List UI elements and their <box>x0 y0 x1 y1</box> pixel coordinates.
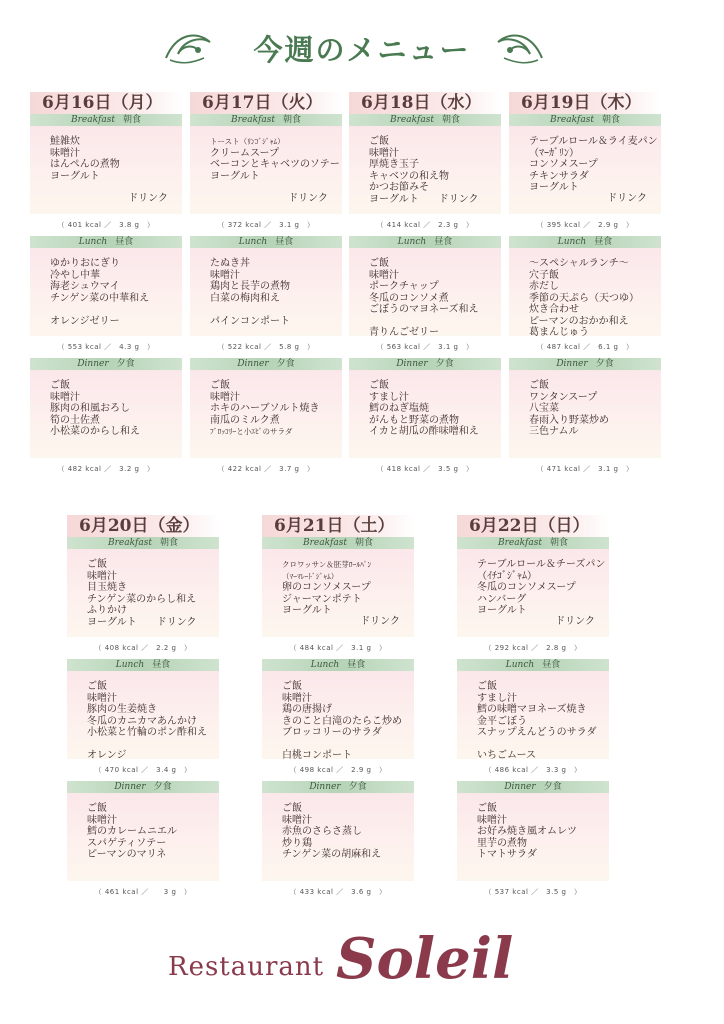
menu-item: 炒り鶏 <box>282 837 312 849</box>
dinner-section <box>509 358 661 480</box>
dinner-label-en: Dinner <box>396 359 428 369</box>
menu-item: テーブルロール＆ライ麦パン <box>529 136 658 147</box>
menu-item: 炊き合わせ <box>529 304 579 315</box>
nutrition-info: （ 395 kcal ／ 2.9 g ） <box>536 221 634 229</box>
breakfast-section <box>190 114 342 236</box>
dinner-menu <box>457 793 609 881</box>
lunch-label-en: Lunch <box>238 237 268 247</box>
menu-item: すまし汁 <box>369 391 409 403</box>
day-date: 6月22日（日） <box>457 515 609 537</box>
menu-item: がんもと野菜の煮物 <box>369 414 459 426</box>
breakfast-section <box>67 537 219 659</box>
menu-item: ベーコンとキャベツのソテー <box>210 159 340 170</box>
menu-item: ブロッコリーのサラダ <box>282 727 382 738</box>
lunch-section <box>457 659 609 781</box>
breakfast-label-en: Breakfast <box>230 115 275 125</box>
day-date: 6月20日（金） <box>67 515 219 537</box>
menu-item <box>282 739 408 751</box>
menu-item: 味噌汁 <box>87 814 117 826</box>
menu-item <box>87 739 213 751</box>
menu-item: 味噌汁 <box>87 570 117 582</box>
breakfast-label <box>457 537 609 549</box>
menu-item: ふりかけ <box>87 605 127 616</box>
dinner-menu <box>349 370 501 458</box>
lunch-label <box>262 659 414 671</box>
menu-item: 味噌汁 <box>50 147 80 159</box>
menu-item: 赤だし <box>529 281 559 292</box>
brand-soleil-logo: Soleil <box>336 926 514 992</box>
menu-item: ご飯 <box>87 803 107 814</box>
breakfast-label <box>67 537 219 549</box>
lunch-label-en: Lunch <box>78 237 108 247</box>
nutrition-info: （ 401 kcal ／ 3.8 g ） <box>57 221 155 229</box>
menu-item: きのこと白滝のたらこ炒め <box>282 715 402 727</box>
nutrition-info: （ 408 kcal ／ 2.2 g ） <box>94 644 192 652</box>
menu-item: 鱈のねぎ塩焼 <box>369 403 429 414</box>
menu-item: ご飯 <box>282 803 302 814</box>
breakfast-label <box>262 537 414 549</box>
nutrition-info: （ 563 kcal ／ 3.1 g ） <box>376 343 474 351</box>
breakfast-menu <box>509 126 661 214</box>
menu-item: 味噌汁 <box>369 147 399 159</box>
menu-item: ヨーグルト ドリンク <box>369 193 479 205</box>
dinner-label <box>262 781 414 793</box>
restaurant-brand <box>0 918 724 1008</box>
nutrition-info: （ 553 kcal ／ 4.3 g ） <box>57 343 155 351</box>
breakfast-menu <box>457 549 609 637</box>
dinner-section <box>457 781 609 903</box>
breakfast-menu <box>262 549 414 637</box>
nutrition-info: （ 522 kcal ／ 5.8 g ） <box>217 343 315 351</box>
menu-item: ヨーグルト <box>477 605 527 616</box>
day-date: 6月16日（月） <box>30 92 182 114</box>
breakfast-menu <box>190 126 342 214</box>
menu-item: （ﾏｰｶﾞﾘﾝ） <box>529 147 579 159</box>
menu-item: ヨーグルト <box>282 605 332 616</box>
menu-item: ご飯 <box>50 380 70 391</box>
menu-item: ポークチャップ <box>369 281 439 292</box>
menu-item: ご飯 <box>529 380 549 391</box>
breakfast-label-jp: 朝食 <box>122 115 141 125</box>
lunch-label <box>509 236 661 248</box>
drink-item: ドリンク <box>360 615 400 627</box>
breakfast-label-jp: 朝食 <box>282 115 301 125</box>
breakfast-label-jp: 朝食 <box>549 538 568 548</box>
dinner-label-en: Dinner <box>114 782 146 792</box>
menu-item: 冬瓜のカニカマあんかけ <box>87 715 197 727</box>
lunch-label-jp: 昼食 <box>115 237 134 247</box>
day-card <box>67 515 219 903</box>
menu-item: すまし汁 <box>477 692 517 704</box>
menu-item: ホキのハーブソルト焼き <box>210 403 320 414</box>
nutrition-info: （ 372 kcal ／ 3.1 g ） <box>217 221 315 229</box>
menu-item: ゆかりおにぎり <box>50 258 120 269</box>
breakfast-menu <box>67 549 219 637</box>
menu-item: ～スペシャルランチ～ <box>529 258 629 269</box>
lunch-label-en: Lunch <box>557 237 587 247</box>
menu-item: テーブルロール＆チーズパン <box>477 559 606 570</box>
lunch-label-jp: 昼食 <box>542 660 561 670</box>
lunch-label-en: Lunch <box>505 660 535 670</box>
menu-item: オレンジゼリー <box>50 315 120 327</box>
menu-item: ヨーグルト <box>50 170 100 182</box>
lunch-label-en: Lunch <box>115 660 145 670</box>
menu-item: 青りんごゼリー <box>369 327 439 338</box>
menu-item: トマトサラダ <box>477 849 537 860</box>
dinner-section <box>190 358 342 480</box>
menu-item: トースト（ﾘﾝｺﾞｼﾞｬﾑ） <box>210 137 285 146</box>
menu-item: ジャーマンポテト <box>282 593 362 605</box>
lunch-section <box>349 236 501 358</box>
breakfast-section <box>262 537 414 659</box>
menu-item: ヨーグルト <box>529 182 579 193</box>
lunch-label-jp: 昼食 <box>152 660 171 670</box>
dinner-label-jp: 夕食 <box>435 359 454 369</box>
menu-item: 季節の天ぷら（天つゆ） <box>529 292 639 304</box>
nutrition-info: （ 486 kcal ／ 3.3 g ） <box>484 766 582 774</box>
menu-item: 冷やし中華 <box>50 269 100 281</box>
menu-item <box>50 304 176 316</box>
nutrition-info: （ 487 kcal ／ 6.1 g ） <box>536 343 634 351</box>
lunch-label-en: Lunch <box>310 660 340 670</box>
menu-item: ご飯 <box>210 380 230 391</box>
breakfast-section <box>349 114 501 236</box>
menu-item: チキンサラダ <box>529 170 589 182</box>
day-card <box>349 92 501 480</box>
menu-item: 三色ナムル <box>529 426 579 437</box>
lunch-label-jp: 昼食 <box>434 237 453 247</box>
day-card <box>509 92 661 480</box>
breakfast-label <box>30 114 182 126</box>
menu-item: 筍の土佐煮 <box>50 414 100 426</box>
menu-item: 味噌汁 <box>282 814 312 826</box>
title-area <box>0 22 724 72</box>
dinner-label <box>30 358 182 370</box>
menu-item: 金平ごぼう <box>477 715 527 727</box>
menu-item: 冬瓜のコンソメスープ <box>477 582 576 593</box>
nutrition-info: （ 470 kcal ／ 3.4 g ） <box>94 766 192 774</box>
menu-item: 葛まんじゅう <box>529 327 589 338</box>
dinner-label <box>349 358 501 370</box>
menu-item: ハンバーグ <box>477 593 527 605</box>
menu-item: 春雨入り野菜炒め <box>529 414 609 426</box>
lunch-section <box>190 236 342 358</box>
menu-item: 目玉焼き <box>87 582 127 593</box>
breakfast-label <box>190 114 342 126</box>
day-card <box>457 515 609 903</box>
breakfast-label-en: Breakfast <box>302 538 347 548</box>
drink-item: ドリンク <box>555 615 595 627</box>
dinner-menu <box>509 370 661 458</box>
dinner-menu <box>30 370 182 458</box>
lunch-menu <box>349 248 501 336</box>
menu-item: （ﾏｰﾏﾚｰﾄﾞｼﾞｬﾑ） <box>282 571 339 581</box>
menu-item: ワンタンスープ <box>529 391 598 403</box>
menu-item: スナップえんどうのサラダ <box>477 727 597 738</box>
lunch-section <box>67 659 219 781</box>
dinner-label-jp: 夕食 <box>276 359 295 369</box>
menu-item: 鶏の唐揚げ <box>282 704 332 715</box>
lunch-label-en: Lunch <box>397 237 427 247</box>
day-date: 6月21日（土） <box>262 515 414 537</box>
dinner-label-jp: 夕食 <box>153 782 172 792</box>
menu-item: 豚肉の生姜焼き <box>87 704 157 715</box>
menu-item: クロワッサン＆胚芽ﾛｰﾙﾊﾟﾝ <box>282 560 372 569</box>
flourish-ornament-right <box>492 24 548 68</box>
menu-item: ごぼうのマヨネーズ和え <box>369 304 479 315</box>
nutrition-info: （ 498 kcal ／ 2.9 g ） <box>289 766 387 774</box>
menu-item: ﾌﾞﾛｯｺﾘｰと小ｴﾋﾞのサラダ <box>210 427 293 436</box>
menu-item: （ｲﾁｺﾞｼﾞｬﾑ） <box>477 570 537 582</box>
menu-item: かつお節みそ <box>369 182 429 193</box>
lunch-menu <box>457 671 609 759</box>
brand-restaurant-text: Restaurant <box>168 952 325 982</box>
menu-item: ご飯 <box>369 136 389 147</box>
nutrition-info: （ 471 kcal ／ 3.1 g ） <box>536 465 634 473</box>
breakfast-label-jp: 朝食 <box>441 115 460 125</box>
menu-item: ご飯 <box>282 681 302 692</box>
menu-item: 鱈の味噌マヨネーズ焼き <box>477 704 587 715</box>
breakfast-label-jp: 朝食 <box>354 538 373 548</box>
menu-item: いちごムース <box>477 750 536 761</box>
menu-item: チンゲン菜の中華和え <box>50 292 150 304</box>
menu-item: クリームスープ <box>210 147 279 159</box>
nutrition-info: （ 537 kcal ／ 3.5 g ） <box>484 888 582 896</box>
lunch-label <box>349 236 501 248</box>
nutrition-info: （ 482 kcal ／ 3.2 g ） <box>57 465 155 473</box>
menu-item: 味噌汁 <box>210 269 240 281</box>
menu-item: 味噌汁 <box>369 269 399 281</box>
menu-item: 白菜の梅肉和え <box>210 292 280 304</box>
lunch-menu <box>190 248 342 336</box>
menu-item: キャベツの和え物 <box>369 170 449 182</box>
menu-item: ご飯 <box>87 681 107 692</box>
lunch-menu <box>262 671 414 759</box>
dinner-label <box>509 358 661 370</box>
menu-item: 冬瓜のコンソメ煮 <box>369 292 449 304</box>
breakfast-label <box>509 114 661 126</box>
dinner-section <box>67 781 219 903</box>
menu-item: ご飯 <box>369 380 389 391</box>
lunch-menu <box>67 671 219 759</box>
day-card <box>30 92 182 480</box>
menu-item: 南瓜のミルク煮 <box>210 414 280 426</box>
menu-item: 豚肉の和風おろし <box>50 403 130 414</box>
day-card <box>190 92 342 480</box>
lunch-menu <box>30 248 182 336</box>
dinner-label-en: Dinner <box>556 359 588 369</box>
breakfast-label-jp: 朝食 <box>601 115 620 125</box>
menu-item <box>369 316 495 328</box>
breakfast-label-en: Breakfast <box>389 115 434 125</box>
menu-item: パインコンポート <box>210 315 290 327</box>
lunch-label-jp: 昼食 <box>347 660 366 670</box>
dinner-section <box>30 358 182 480</box>
dinner-menu <box>190 370 342 458</box>
lunch-section <box>509 236 661 358</box>
dinner-label <box>457 781 609 793</box>
menu-item: 白桃コンポート <box>282 750 352 761</box>
lunch-menu <box>509 248 661 336</box>
lunch-label <box>67 659 219 671</box>
menu-item: はんぺんの煮物 <box>50 159 120 170</box>
menu-item: チンゲン菜のからし和え <box>87 593 197 605</box>
menu-item: 卵のコンソメスープ <box>282 582 371 593</box>
lunch-label <box>30 236 182 248</box>
dinner-label-jp: 夕食 <box>116 359 135 369</box>
drink-item: ドリンク <box>128 192 168 204</box>
day-date: 6月19日（木） <box>509 92 661 114</box>
menu-item: 鮭雑炊 <box>50 136 80 147</box>
nutrition-info: （ 292 kcal ／ 2.8 g ） <box>484 644 582 652</box>
menu-item: 八宝菜 <box>529 403 559 414</box>
breakfast-label-en: Breakfast <box>549 115 594 125</box>
breakfast-label-jp: 朝食 <box>159 538 178 548</box>
menu-item <box>210 304 336 316</box>
dinner-section <box>262 781 414 903</box>
breakfast-section <box>457 537 609 659</box>
menu-item: チンゲン菜の胡麻和え <box>282 849 382 860</box>
menu-item: スパゲティソテー <box>87 837 167 849</box>
dinner-menu <box>67 793 219 881</box>
menu-item: 赤魚のさらさ蒸し <box>282 826 362 837</box>
day-date: 6月17日（火） <box>190 92 342 114</box>
menu-item: ご飯 <box>87 559 107 570</box>
dinner-label <box>190 358 342 370</box>
menu-item: 里芋の煮物 <box>477 837 527 849</box>
menu-item: 味噌汁 <box>50 391 80 403</box>
menu-item: イカと胡瓜の酢味噌和え <box>369 426 479 437</box>
dinner-label-en: Dinner <box>309 782 341 792</box>
menu-item: 味噌汁 <box>282 692 312 704</box>
menu-item <box>477 739 603 751</box>
menu-item: 鱈のカレームニエル <box>87 826 177 837</box>
breakfast-label-en: Breakfast <box>497 538 542 548</box>
nutrition-info: （ 418 kcal ／ 3.5 g ） <box>376 465 474 473</box>
menu-item: 小松菜と竹輪のポン酢和え <box>87 727 207 738</box>
menu-item: ヨーグルト <box>210 170 260 182</box>
dinner-section <box>349 358 501 480</box>
menu-item: 穴子飯 <box>529 269 559 281</box>
nutrition-info: （ 433 kcal ／ 3.6 g ） <box>289 888 387 896</box>
menu-item: ご飯 <box>369 258 389 269</box>
breakfast-section <box>30 114 182 236</box>
menu-item: 味噌汁 <box>477 814 507 826</box>
menu-item: 味噌汁 <box>87 692 117 704</box>
breakfast-menu <box>30 126 182 214</box>
nutrition-info: （ 414 kcal ／ 2.3 g ） <box>376 221 474 229</box>
lunch-label <box>190 236 342 248</box>
lunch-section <box>262 659 414 781</box>
menu-item: ヨーグルト ドリンク <box>87 616 197 628</box>
menu-item: ご飯 <box>477 681 497 692</box>
menu-item: たぬき丼 <box>210 258 250 269</box>
menu-item: コンソメスープ <box>529 159 598 170</box>
menu-item: オレンジ <box>87 750 127 761</box>
breakfast-label <box>349 114 501 126</box>
menu-item: お好み焼き風オムレツ <box>477 826 577 837</box>
nutrition-info: （ 484 kcal ／ 3.1 g ） <box>289 644 387 652</box>
drink-item: ドリンク <box>607 192 647 204</box>
drink-item: ドリンク <box>288 192 328 204</box>
dinner-label-en: Dinner <box>77 359 109 369</box>
menu-item: 鶏肉と長芋の煮物 <box>210 281 290 292</box>
day-card <box>262 515 414 903</box>
dinner-label-jp: 夕食 <box>543 782 562 792</box>
breakfast-label-en: Breakfast <box>107 538 152 548</box>
dinner-label <box>67 781 219 793</box>
lunch-label-jp: 昼食 <box>275 237 294 247</box>
dinner-label-jp: 夕食 <box>595 359 614 369</box>
breakfast-label-en: Breakfast <box>70 115 115 125</box>
menu-item: 小松菜のからし和え <box>50 426 140 437</box>
dinner-label-en: Dinner <box>504 782 536 792</box>
menu-item: ピーマンのおかか和え <box>529 315 629 327</box>
day-date: 6月18日（水） <box>349 92 501 114</box>
menu-item: 味噌汁 <box>210 391 240 403</box>
breakfast-menu <box>349 126 501 214</box>
menu-item: 海老シュウマイ <box>50 281 120 292</box>
dinner-label-en: Dinner <box>237 359 269 369</box>
menu-item: 厚焼き玉子 <box>369 159 419 170</box>
lunch-label-jp: 昼食 <box>594 237 613 247</box>
menu-item: ピーマンのマリネ <box>87 849 167 860</box>
breakfast-section <box>509 114 661 236</box>
lunch-label <box>457 659 609 671</box>
menu-item: ご飯 <box>477 803 497 814</box>
lunch-section <box>30 236 182 358</box>
nutrition-info: （ 422 kcal ／ 3.7 g ） <box>217 465 315 473</box>
dinner-label-jp: 夕食 <box>348 782 367 792</box>
dinner-menu <box>262 793 414 881</box>
page-title: 今週のメニュー <box>253 33 471 67</box>
nutrition-info: （ 461 kcal ／ 3 g ） <box>94 888 192 896</box>
